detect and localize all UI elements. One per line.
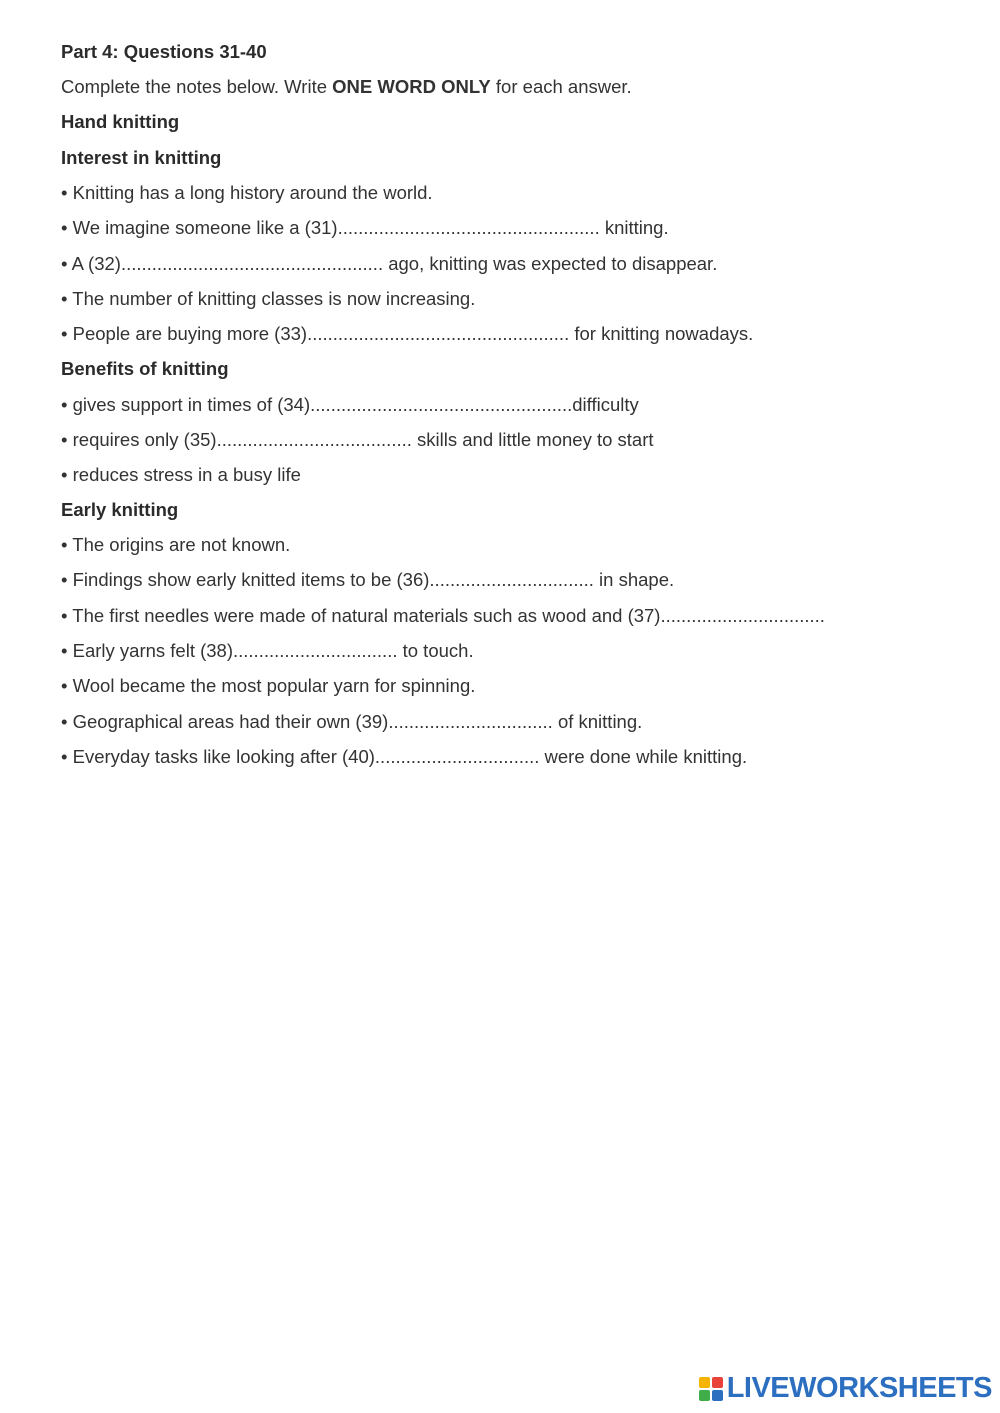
instruction-emphasis: ONE WORD ONLY bbox=[332, 76, 491, 97]
note-item: • The number of knitting classes is now increasing. bbox=[61, 288, 476, 309]
note-item: • Wool became the most popular yarn for spinning. bbox=[61, 675, 476, 696]
note-item-q32[interactable]: • A (32)................................................... ago, knitting was expected to disappear. bbox=[61, 253, 718, 274]
page-title: Hand knitting bbox=[61, 111, 180, 132]
note-item: • Knitting has a long history around the world. bbox=[61, 182, 433, 203]
part-heading: Part 4: Questions 31-40 bbox=[61, 41, 267, 62]
section-heading-early: Early knitting bbox=[61, 499, 179, 520]
instruction-text: Complete the notes below. Write bbox=[61, 76, 333, 97]
liveworksheets-logo-icon bbox=[698, 1376, 724, 1402]
note-item-q31[interactable]: • We imagine someone like a (31)................................................... knitting. bbox=[61, 217, 669, 238]
note-item: • reduces stress in a busy life bbox=[61, 464, 301, 485]
liveworksheets-brand: LIVEWORKSHEETS bbox=[726, 1372, 992, 1404]
instructions bbox=[61, 76, 632, 98]
instruction-text-end: for each answer. bbox=[490, 76, 632, 97]
note-item-q37[interactable]: • The first needles were made of natural materials such as wood and (37)................................ bbox=[61, 605, 825, 626]
note-item-q39[interactable]: • Geographical areas had their own (39)................................ of knitting. bbox=[61, 711, 643, 732]
note-item-q36[interactable]: • Findings show early knitted items to be (36)................................ in shape. bbox=[61, 569, 675, 590]
note-item-q35[interactable]: • requires only (35)...................................... skills and little money to start bbox=[61, 429, 654, 450]
note-item-q33[interactable]: • People are buying more (33)................................................... for knitting nowadays. bbox=[61, 323, 754, 344]
note-item-q34[interactable]: • gives support in times of (34)...................................................difficulty bbox=[61, 394, 639, 415]
note-item-q38[interactable]: • Early yarns felt (38)................................ to touch. bbox=[61, 640, 474, 661]
note-item: • The origins are not known. bbox=[61, 534, 291, 555]
section-heading-interest: Interest in knitting bbox=[61, 147, 222, 168]
note-item-q40[interactable]: • Everyday tasks like looking after (40)................................ were done while knitting. bbox=[61, 746, 748, 767]
liveworksheets-logo[interactable] bbox=[698, 1372, 992, 1405]
section-heading-benefits: Benefits of knitting bbox=[61, 358, 229, 379]
